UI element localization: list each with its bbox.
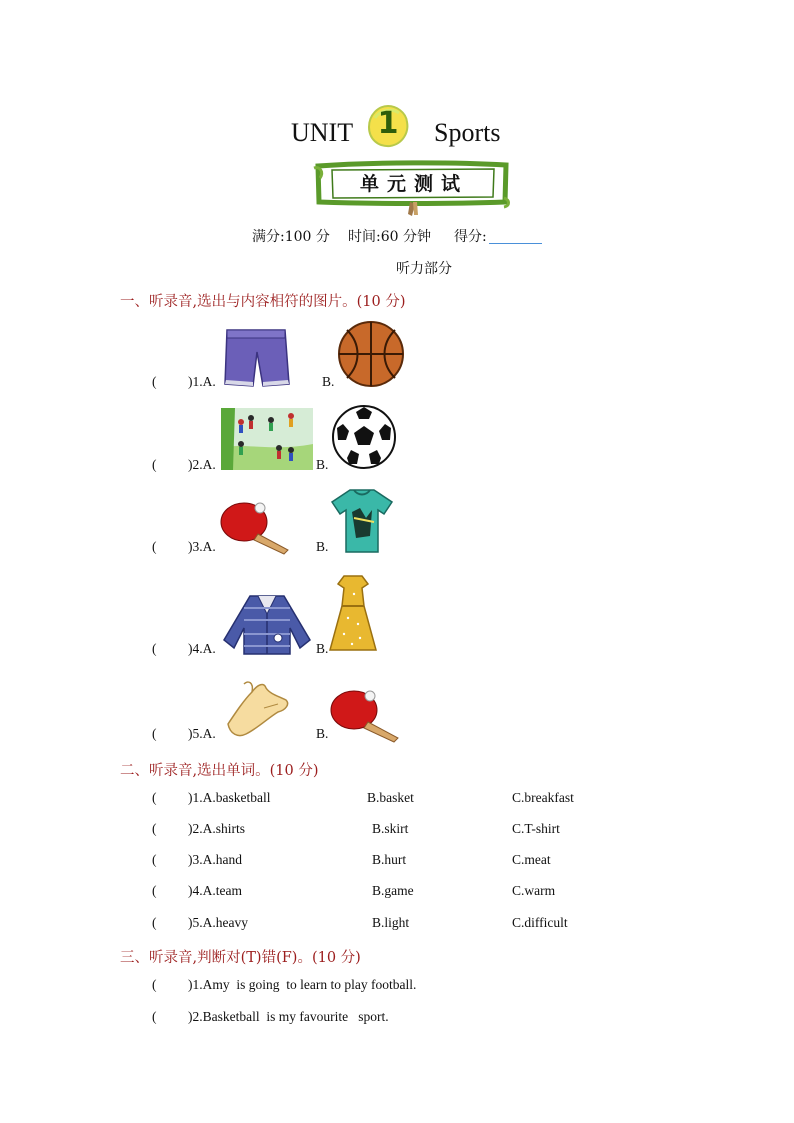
time-limit: 时间:60 分钟 (348, 229, 431, 245)
test-banner-label: 单元测试 (359, 173, 468, 195)
question-label: )5.A. (188, 726, 216, 741)
answer-paren[interactable]: ( (152, 726, 157, 741)
option-c: C.meat (512, 852, 551, 867)
question-label: )4.A. (188, 641, 216, 656)
option-c: C.difficult (512, 915, 568, 930)
answer-paren[interactable]: ( (152, 641, 157, 656)
option-a: )2.A.shirts (188, 821, 245, 836)
answer-paren[interactable]: ( (152, 539, 157, 554)
statement-text: )2.Basketball is my favourite sport. (188, 1009, 389, 1024)
answer-paren[interactable]: ( (152, 883, 157, 898)
answer-paren[interactable]: ( (152, 457, 157, 472)
option-b-label: B. (316, 457, 329, 472)
hand-icon (224, 678, 290, 738)
football-icon (331, 404, 397, 470)
answer-paren[interactable]: ( (152, 821, 157, 836)
option-a: )4.A.team (188, 883, 242, 898)
ping-pong-paddle-icon (220, 500, 292, 554)
full-score: 满分:100 分 (252, 229, 330, 245)
unit-number: 1 (377, 106, 399, 141)
statement-text: )1.Amy is going to learn to play football. (188, 977, 417, 992)
option-b-label: B. (316, 641, 329, 656)
question-label: )3.A. (188, 539, 216, 554)
section3-title: 三、听录音,判断对(T)错(F)。(10 分) (120, 950, 361, 966)
score-label: 得分: (454, 229, 487, 245)
answer-paren[interactable]: ( (152, 852, 157, 867)
answer-paren[interactable]: ( (152, 374, 157, 389)
part-title: 听力部分 (396, 261, 452, 277)
option-b-label: B. (316, 726, 329, 741)
question-label: )2.A. (188, 457, 216, 472)
option-c: C.breakfast (512, 790, 574, 805)
ping-pong-paddle-icon (330, 688, 402, 742)
section2-title: 二、听录音,选出单词。(10 分) (120, 763, 319, 779)
option-b: B.game (372, 883, 414, 898)
kids-playing-icon (221, 408, 313, 470)
option-a: )3.A.hand (188, 852, 242, 867)
jacket-icon (220, 594, 314, 656)
unit-word: UNIT (291, 118, 354, 147)
shorts-icon (221, 326, 291, 390)
option-b: B.hurt (372, 852, 407, 867)
basketball-icon (337, 320, 405, 388)
option-b-label: B. (316, 539, 329, 554)
option-c: C.T-shirt (512, 821, 560, 836)
option-a: )5.A.heavy (188, 915, 248, 930)
option-c: C.warm (512, 883, 556, 898)
score-blank[interactable] (489, 243, 542, 244)
option-b: B.basket (367, 790, 414, 805)
option-b-label: B. (322, 374, 335, 389)
answer-paren[interactable]: ( (152, 915, 157, 930)
section1-title: 一、听录音,选出与内容相符的图片。(10 分) (120, 294, 406, 310)
answer-paren[interactable]: ( (152, 977, 157, 992)
option-a: )1.A.basketball (188, 790, 271, 805)
tshirt-icon (330, 488, 394, 554)
unit-topic: Sports (434, 118, 501, 147)
answer-paren[interactable]: ( (152, 790, 157, 805)
option-b: B.skirt (372, 821, 409, 836)
option-b: B.light (372, 915, 410, 930)
dress-icon (330, 574, 376, 654)
answer-paren[interactable]: ( (152, 1009, 157, 1024)
question-label: )1.A. (188, 374, 216, 389)
